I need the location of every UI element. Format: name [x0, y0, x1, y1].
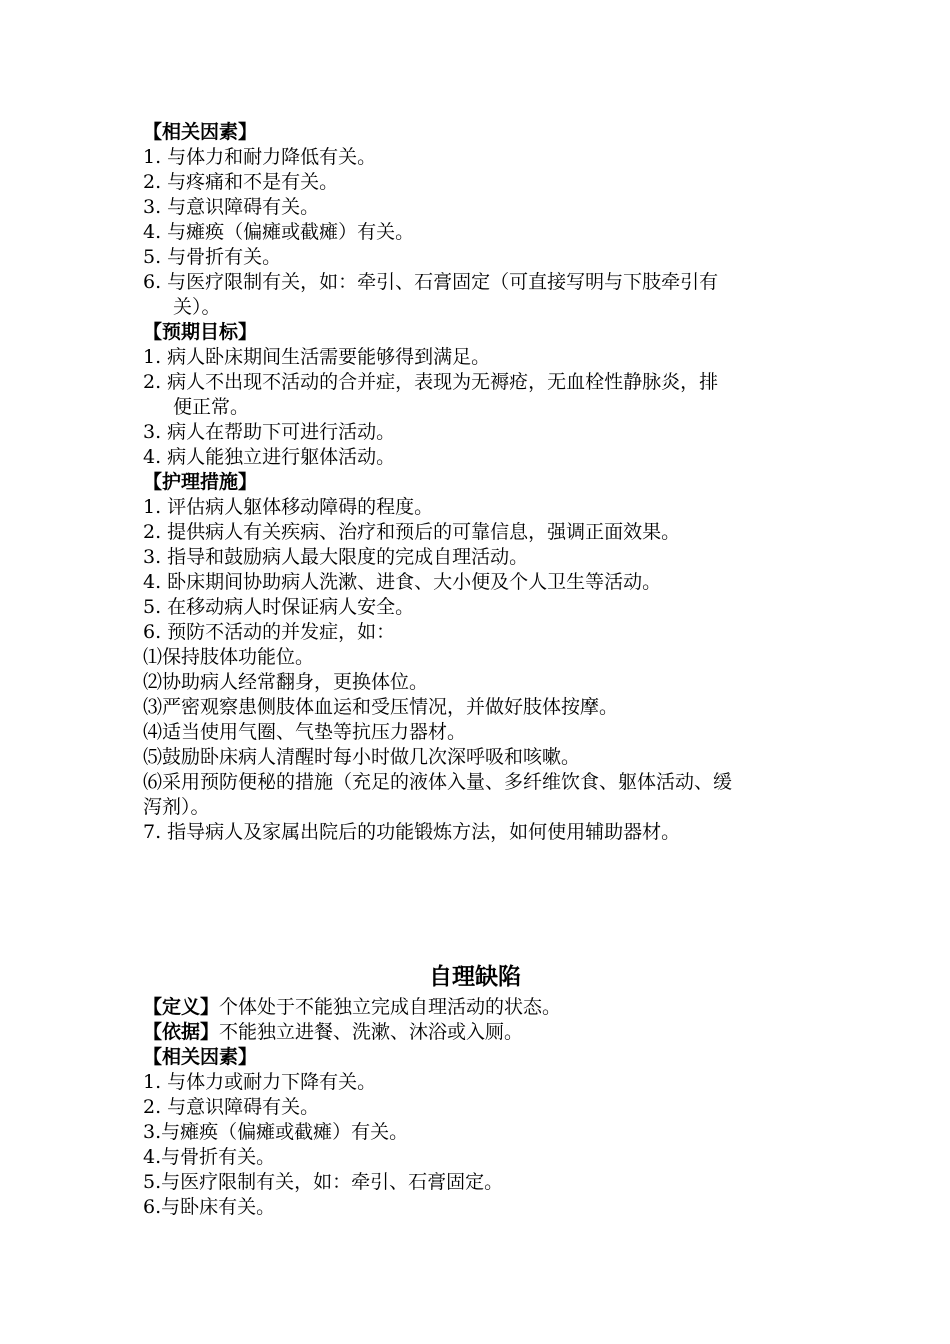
factor-item-2: 3.与瘫痪（偏瘫或截瘫）有关。 — [143, 1121, 409, 1143]
measure-subitem: ⑹采用预防便秘的措施（充足的液体入量、多纤维饮食、躯体活动、缓 — [143, 771, 733, 793]
measure-item: 4. 卧床期间协助病人洗漱、进食、大小便及个人卫生等活动。 — [143, 571, 662, 593]
factor-item: 2. 与疼痛和不是有关。 — [143, 171, 339, 193]
factor-item: 6. 与医疗限制有关，如：牵引、石膏固定（可直接写明与下肢牵引有 — [143, 271, 719, 293]
measure-item: 5. 在移动病人时保证病人安全。 — [143, 596, 415, 618]
factor-item-2: 4.与骨折有关。 — [143, 1146, 276, 1168]
basis-label: 【依据】 — [143, 1021, 220, 1043]
basis-text: 不能独立进餐、洗漱、沐浴或入厕。 — [219, 1021, 524, 1043]
definition-label: 【定义】 — [143, 996, 220, 1018]
measure-item: 6. 预防不活动的并发症，如： — [143, 621, 396, 643]
factor-item-2: 5.与医疗限制有关，如：牵引、石膏固定。 — [143, 1171, 504, 1193]
factor-item: 4. 与瘫痪（偏瘫或截瘫）有关。 — [143, 221, 415, 243]
measure-subitem-continuation: 泻剂）。 — [143, 796, 210, 818]
factors-heading-2: 【相关因素】 — [143, 1046, 258, 1068]
factor-item-2: 1. 与体力或耐力下降有关。 — [143, 1071, 377, 1093]
measure-item: 2. 提供病人有关疾病、治疗和预后的可靠信息，强调正面效果。 — [143, 521, 681, 543]
factor-item: 5. 与骨折有关。 — [143, 246, 282, 268]
goal-item: 2. 病人不出现不活动的合并症，表现为无褥疮，无血栓性静脉炎，排 — [143, 371, 719, 393]
basis-row — [143, 1020, 523, 1045]
factor-item: 1. 与体力和耐力降低有关。 — [143, 146, 377, 168]
measure-subitem: ⑵协助病人经常翻身，更换体位。 — [143, 671, 429, 693]
measure-subitem: ⑴保持肢体功能位。 — [143, 646, 315, 668]
factor-item-continuation: 关）。 — [173, 296, 221, 318]
goal-item-continuation: 便正常。 — [173, 396, 250, 418]
factors-heading: 【相关因素】 — [143, 121, 258, 143]
measure-item: 3. 指导和鼓励病人最大限度的完成自理活动。 — [143, 546, 529, 568]
measure-item: 1. 评估病人躯体移动障碍的程度。 — [143, 496, 434, 518]
goal-item: 4. 病人能独立进行躯体活动。 — [143, 446, 396, 468]
measure-subitem: ⑷适当使用气圈、气垫等抗压力器材。 — [143, 721, 467, 743]
factor-item-2: 2. 与意识障碍有关。 — [143, 1096, 320, 1118]
measure-item: 7. 指导病人及家属出院后的功能锻炼方法，如何使用辅助器材。 — [143, 821, 681, 843]
measures-heading: 【护理措施】 — [143, 471, 258, 493]
measure-subitem: ⑸鼓励卧床病人清醒时每小时做几次深呼吸和咳嗽。 — [143, 746, 581, 768]
goal-item: 3. 病人在帮助下可进行活动。 — [143, 421, 396, 443]
definition-text: 个体处于不能独立完成自理活动的状态。 — [219, 996, 562, 1018]
goal-item: 1. 病人卧床期间生活需要能够得到满足。 — [143, 346, 491, 368]
factor-item: 3. 与意识障碍有关。 — [143, 196, 320, 218]
definition-row — [143, 995, 561, 1020]
section-title: 自理缺陷 — [429, 964, 521, 990]
goals-heading: 【预期目标】 — [143, 321, 258, 343]
factor-item-2: 6.与卧床有关。 — [143, 1196, 276, 1218]
measure-subitem: ⑶严密观察患侧肢体血运和受压情况，并做好肢体按摩。 — [143, 696, 619, 718]
